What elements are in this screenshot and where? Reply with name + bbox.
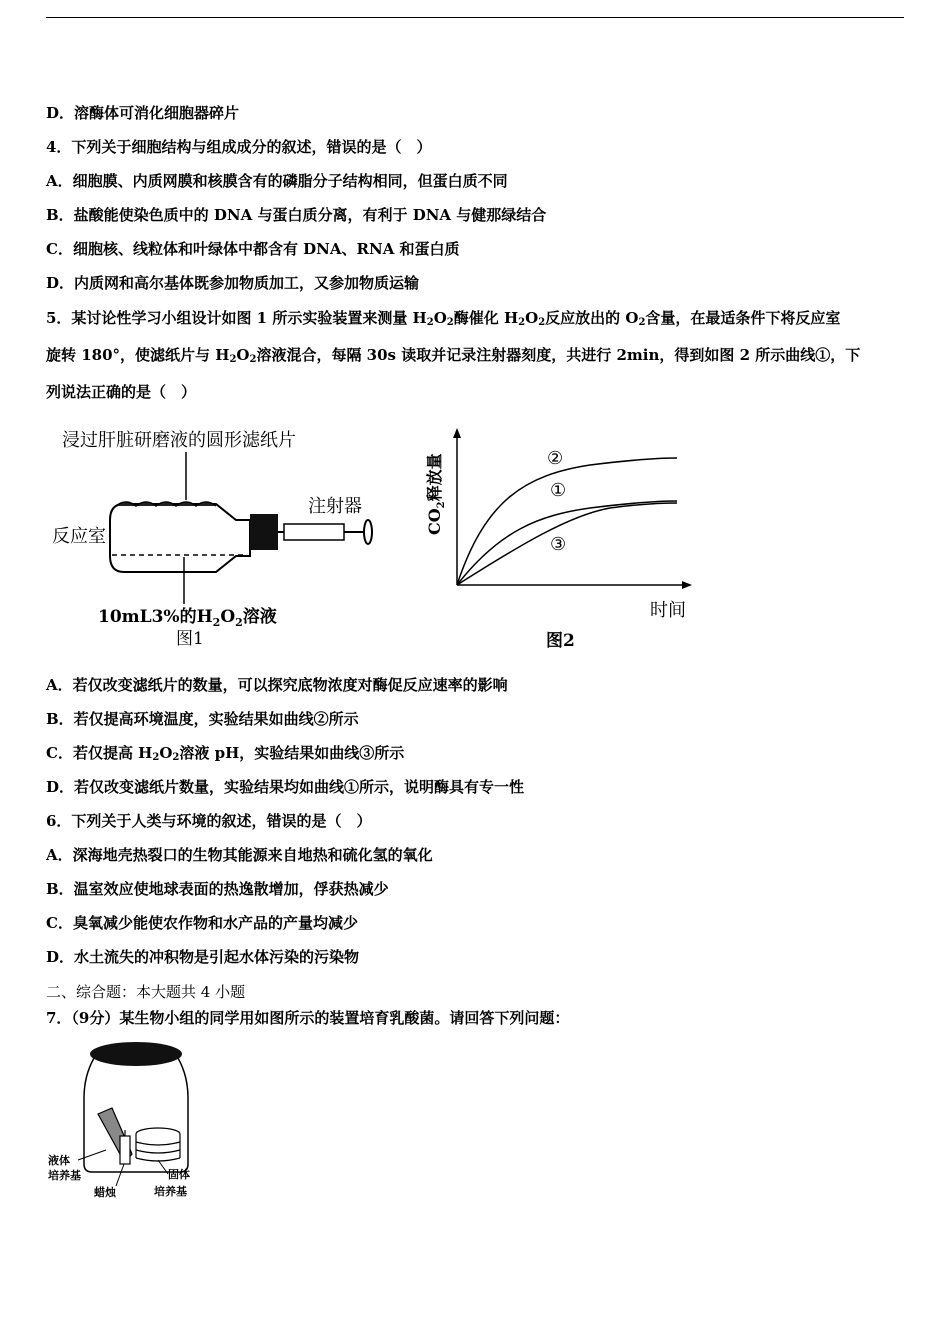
- fig1-syringe-barrel: [284, 524, 344, 540]
- q6-stem: 6．下列关于人类与环境的叙述，错误的是（ ）: [46, 812, 372, 830]
- q4-option-c: C．细胞核、线粒体和叶绿体中都含有 DNA、RNA 和蛋白质: [46, 240, 460, 258]
- label-liquid-medium-1: 液体: [48, 1154, 70, 1167]
- fig2-label-curve-2: ②: [547, 448, 564, 469]
- fig2-curve-1: [457, 501, 677, 585]
- fig1-label-solution: 10mL3%的$H_2O_2$溶液: [98, 607, 277, 629]
- label-solid-medium-2: 培养基: [154, 1185, 187, 1198]
- fig1-label-filter-paper: 浸过肝脏研磨液的圆形滤纸片: [62, 430, 296, 451]
- q4-option-b: B．盐酸能使染色质中的 DNA 与蛋白质分离，有利于 DNA 与健那绿结合: [46, 206, 547, 224]
- jar-lid: [90, 1042, 182, 1066]
- fig1-stopper: [250, 514, 278, 550]
- q6-option-d: D．水土流失的冲积物是引起水体污染的污染物: [46, 948, 360, 966]
- q7-figure-jar: [46, 1036, 216, 1206]
- q5-stem-line1: 5．某讨论性学习小组设计如图 1 所示实验装置来测量 $H_2O_2$酶催化 $H_2O_2$反应放出的 $O_2$含量，在最适条件下将反应室: [46, 309, 841, 328]
- q5-option-a: A．若仅改变滤纸片的数量，可以探究底物浓度对酶促反应速率的影响: [46, 676, 508, 694]
- figure-1-apparatus: [46, 420, 406, 660]
- q4-option-d: D．内质网和高尔基体既参加物质加工，又参加物质运输: [46, 274, 420, 292]
- section-2-heading: 二、综合题：本大题共 4 小题: [46, 983, 246, 1001]
- q3-option-d: D．溶酶体可消化细胞器碎片: [46, 104, 240, 122]
- header-rule: [46, 17, 904, 18]
- fig2-y-label: $CO_2$释放量: [425, 453, 447, 535]
- label-liquid-medium-2: 培养基: [48, 1169, 81, 1182]
- q5-stem-line3: 列说法正确的是（ ）: [46, 383, 197, 401]
- fig1-filter-papers: [116, 502, 216, 506]
- fig2-caption: 图2: [546, 631, 575, 651]
- candle: [120, 1136, 130, 1164]
- q5-option-c: C．若仅提高 $H_2O_2$溶液 pH，实验结果如曲线③所示: [46, 744, 405, 763]
- q7-stem: 7．（9分）某生物小组的同学用如图所示的装置培育乳酸菌。请回答下列问题：: [46, 1009, 570, 1027]
- q5-option-b: B．若仅提高环境温度，实验结果如曲线②所示: [46, 710, 359, 728]
- fig2-x-label: 时间: [650, 600, 686, 621]
- q4-stem: 4．下列关于细胞结构与组成成分的叙述，错误的是（ ）: [46, 138, 432, 156]
- q6-option-a: A．深海地壳热裂口的生物其能源来自地热和硫化氢的氧化: [46, 846, 433, 864]
- fig1-syringe-plunger: [364, 520, 372, 544]
- fig1-label-syringe: 注射器: [308, 496, 362, 517]
- q6-option-c: C．臭氧减少能使农作物和水产品的产量均减少: [46, 914, 358, 932]
- fig1-caption: 图1: [176, 629, 204, 649]
- q6-option-b: B．温室效应使地球表面的热逸散增加，俘获热减少: [46, 880, 389, 898]
- fig2-label-curve-3: ③: [550, 534, 567, 555]
- fig1-label-chamber: 反应室: [52, 526, 106, 547]
- fig1-bottle: [110, 504, 250, 572]
- q5-option-d: D．若仅改变滤纸片数量，实验结果均如曲线①所示，说明酶具有专一性: [46, 778, 525, 796]
- q4-option-a: A．细胞膜、内质网膜和核膜含有的磷脂分子结构相同，但蛋白质不同: [46, 172, 508, 190]
- fig2-label-curve-1: ①: [550, 480, 567, 501]
- q5-stem-line2: 旋转 180°，使滤纸片与 $H_2O_2$溶液混合，每隔 30s 读取并记录注射器刻度，共进行 2min，得到如图 2 所示曲线①，下: [46, 346, 861, 365]
- figure-2-graph: [420, 420, 720, 660]
- label-solid-medium-1: 固体: [168, 1168, 190, 1181]
- label-candle: 蜡烛: [94, 1186, 116, 1199]
- fig2-curve-3: [457, 503, 677, 585]
